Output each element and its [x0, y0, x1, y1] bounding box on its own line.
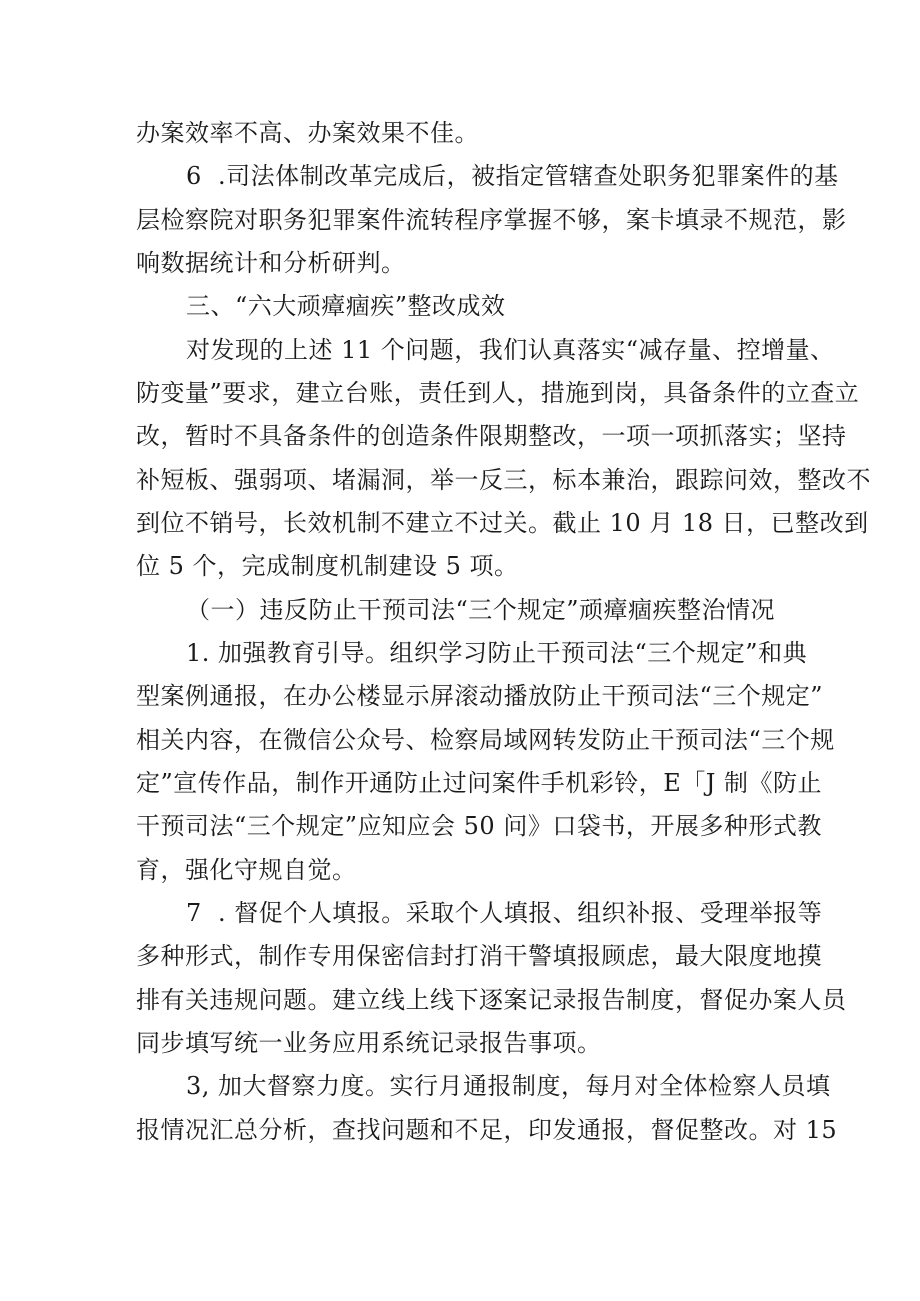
text-line: 排有关违规问题。建立线上线下逐案记录报告制度，督促办案人员	[136, 986, 847, 1014]
text-line: 多种形式，制作专用保密信封打消干警填报顾虑，最大限度地摸	[136, 942, 822, 970]
text-line: 7 . 督促个人填报。采取个人填报、组织补报、受理举报等	[186, 899, 823, 927]
section-heading: 三、“六大顽瘴痼疾”整改成效	[186, 292, 506, 320]
text-line: 型案例通报，在办公楼显示屏滚动播放防止干预司法“三个规定”	[136, 682, 824, 710]
text-line: 育，强化守规自觉。	[136, 856, 357, 884]
text-line: 定”宣传作品，制作开通防止过问案件手机彩铃，E「J 制《防止	[136, 769, 823, 797]
subsection-heading: （一）违反防止干预司法“三个规定”顽瘴痼疾整治情况	[186, 596, 776, 624]
text-line: 相关内容，在微信公众号、检察局域网转发防止干预司法“三个规	[136, 726, 835, 754]
text-line: 位 5 个，完成制度机制建设 5 项。	[136, 552, 519, 580]
text-line: 报情况汇总分析，查找问题和不足，印发通报，督促整改。对 15	[136, 1116, 838, 1144]
text-line: 干预司法“三个规定”应知应会 50 问》口袋书，开展多种形式教	[136, 812, 822, 840]
text-line: 6 .司法体制改革完成后，被指定管辖查处职务犯罪案件的基	[186, 162, 839, 190]
text-line: 补短板、强弱项、堵漏洞，举一反三，标本兼治，跟踪问效，整改不	[136, 466, 871, 494]
text-line: 1. 加强教育引导。组织学习防止干预司法“三个规定”和典	[186, 639, 808, 667]
text-line: 层检察院对职务犯罪案件流转程序掌握不够，案卡填录不规范，影	[136, 206, 847, 234]
text-line: 同步填写统一业务应用系统记录报告事项。	[136, 1029, 602, 1057]
text-line: 改，暂时不具备条件的创造条件限期整改，一项一项抓落实；坚持	[136, 422, 847, 450]
text-line: 对发现的上述 11 个问题，我们认真落实“减存量、控增量、	[186, 336, 835, 364]
text-line: 响数据统计和分析研判。	[136, 249, 406, 277]
text-line: 办案效率不高、办案效果不佳。	[136, 119, 479, 147]
text-line: 3, 加大督察力度。实行月通报制度，每月对全体检察人员填	[186, 1072, 831, 1100]
text-line: 到位不销号，长效机制不建立不过关。截止 10 月 18 日，已整改到	[136, 509, 869, 537]
text-line: 防变量”要求，建立台账，责任到人，措施到岗，具备条件的立查立	[136, 379, 860, 407]
